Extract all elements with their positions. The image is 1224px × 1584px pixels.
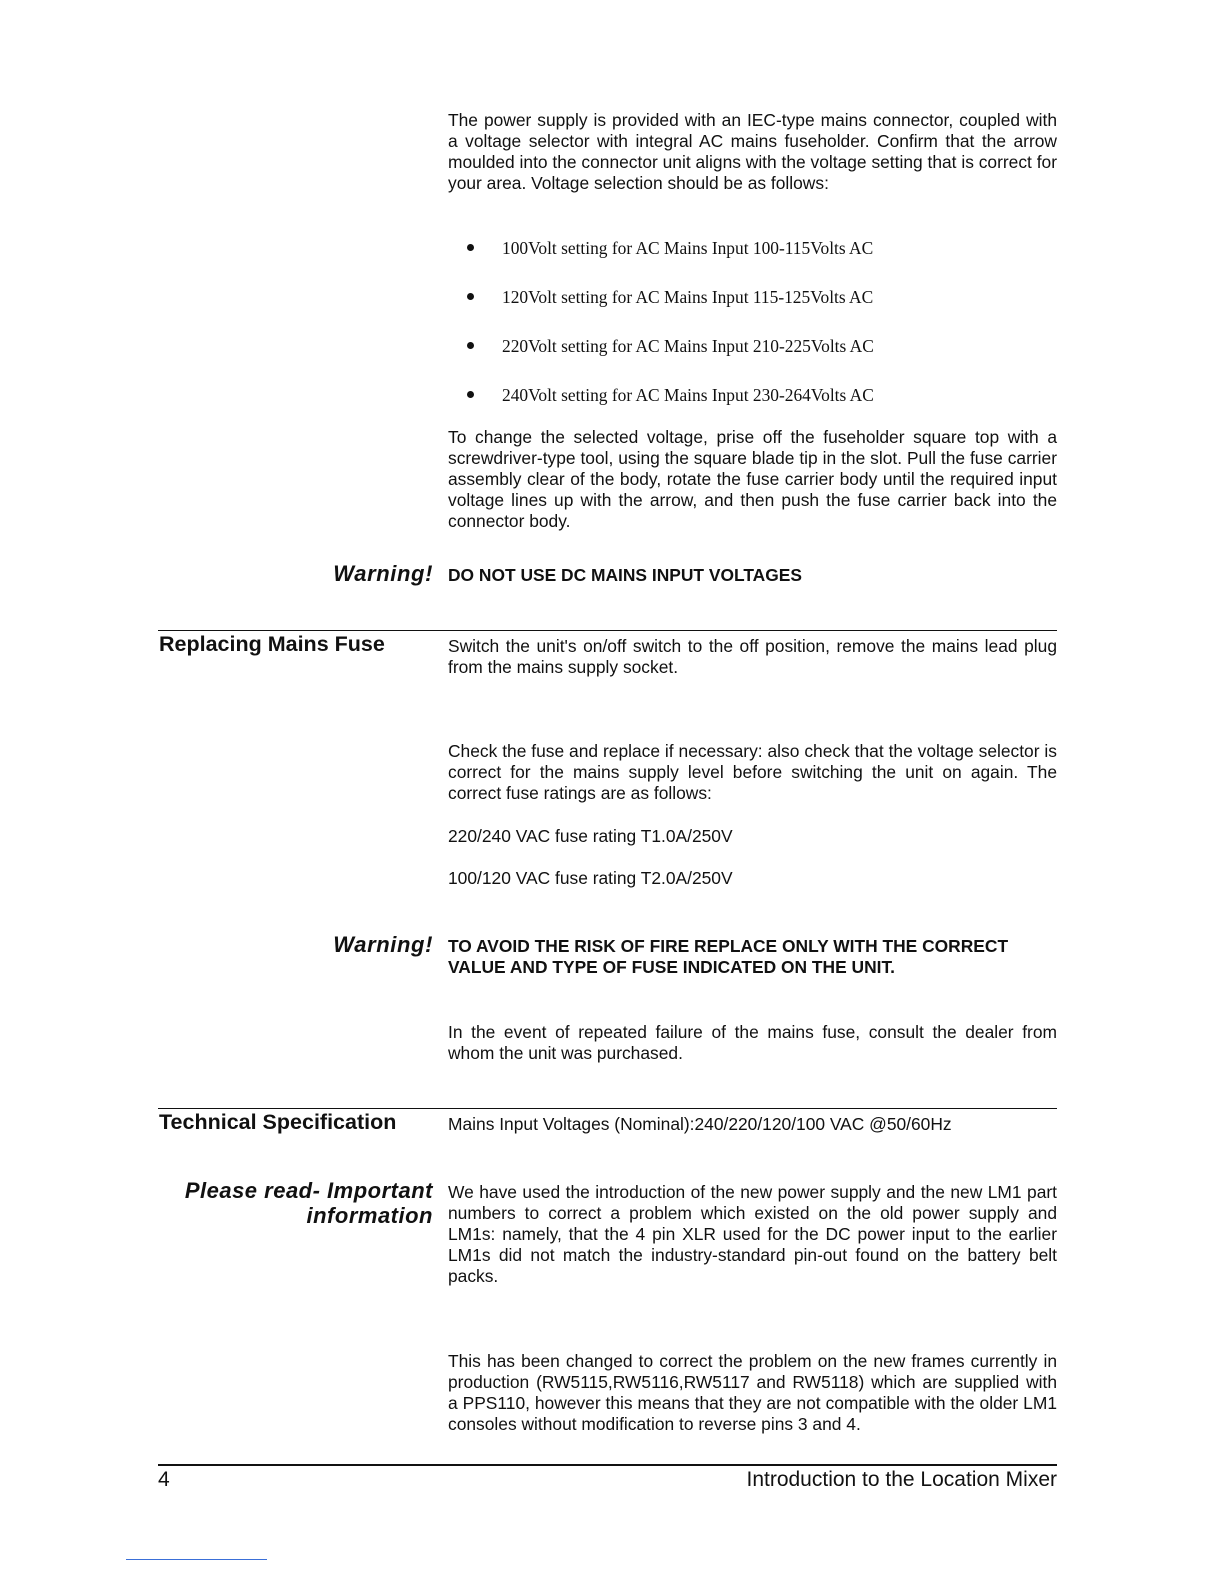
warning-text-fire: TO AVOID THE RISK OF FIRE REPLACE ONLY WITH THE CORRECT VALUE AND TYPE OF FUSE INDICATED ON THE UNIT. xyxy=(448,936,1009,977)
warning-label-dc: Warning! xyxy=(333,561,433,586)
section-title-replacing-fuse: Replacing Mains Fuse xyxy=(159,632,385,656)
list-item-text: 100Volt setting for AC Mains Input 100-115Volts AC xyxy=(502,238,874,258)
important-info-label-line-1: Please read- Important xyxy=(184,1178,433,1203)
replacing-fuse-paragraph-2: Check the fuse and replace if necessary: also check that the voltage selector is correct for the mains supply level before switching the unit on again. The correct fuse ratings are as follows: xyxy=(448,741,1057,803)
important-info-label xyxy=(185,1178,433,1228)
section-divider xyxy=(158,630,1057,631)
tech-spec-paragraph-2: This has been changed to correct the problem on the new frames currently in production (RW5115,RW5116,RW5117 and RW5118) which are supplied with a PPS110, however this means that they are not compatible with the older LM1 consoles without modification to reverse pins 3 and 4. xyxy=(448,1351,1057,1434)
bullet-icon xyxy=(467,391,474,398)
intro-paragraph: The power supply is provided with an IEC-type mains connector, coupled with a voltage selector with integral AC mains fuseholder. Confirm that the arrow moulded into the connector unit aligns with the voltage setting that is correct for your area. Voltage selection should be as follows: xyxy=(448,110,1058,193)
footnote-separator xyxy=(126,1559,267,1560)
fuse-rating-1: 220/240 VAC fuse rating T1.0A/250V xyxy=(448,826,733,846)
section-divider xyxy=(158,1108,1057,1109)
list-item-text: 120Volt setting for AC Mains Input 115-125Volts AC xyxy=(502,287,874,307)
warning-label-fire: Warning! xyxy=(333,932,433,957)
section-title-tech-spec: Technical Specification xyxy=(159,1110,397,1134)
tech-spec-paragraph-1: We have used the introduction of the new power supply and the new LM1 part numbers to correct a problem which existed on the old power supply and LM1s: namely, that the 4 pin XLR used for the DC power input to the earlier LM1s did not match the industry-standard pin-out found on the battery belt packs. xyxy=(448,1182,1057,1286)
important-info-label-line-2: information xyxy=(306,1203,433,1228)
voltage-selection-list xyxy=(448,232,1057,428)
bullet-icon xyxy=(467,293,474,300)
list-item xyxy=(448,281,1057,330)
fuse-rating-2: 100/120 VAC fuse rating T2.0A/250V xyxy=(448,868,733,888)
list-item xyxy=(448,379,1057,428)
bullet-icon xyxy=(467,342,474,349)
replacing-fuse-paragraph-3: In the event of repeated failure of the mains fuse, consult the dealer from whom the unit was purchased. xyxy=(448,1022,1057,1063)
warning-text-dc: DO NOT USE DC MAINS INPUT VOLTAGES xyxy=(448,565,802,585)
mains-input-voltages: Mains Input Voltages (Nominal):240/220/120/100 VAC @50/60Hz xyxy=(448,1114,952,1134)
list-item-text: 220Volt setting for AC Mains Input 210-225Volts AC xyxy=(502,336,874,356)
footer-rule xyxy=(158,1464,1057,1466)
page-number: 4 xyxy=(158,1468,170,1491)
bullet-icon xyxy=(467,244,474,251)
list-item xyxy=(448,330,1057,379)
replacing-fuse-paragraph-1: Switch the unit's on/off switch to the off position, remove the mains lead plug from the mains supply socket. xyxy=(448,636,1057,677)
list-item-text: 240Volt setting for AC Mains Input 230-264Volts AC xyxy=(502,385,874,405)
list-item xyxy=(448,232,1057,281)
footer-title: Introduction to the Location Mixer xyxy=(746,1468,1057,1491)
change-voltage-paragraph: To change the selected voltage, prise off the fuseholder square top with a screwdriver-type tool, using the square blade tip in the slot. Pull the fuse carrier assembly clear of the body, rotate the fuse carrier body until the required input voltage lines up with the arrow, and then push the fuse carrier back into the connector body. xyxy=(448,427,1057,531)
